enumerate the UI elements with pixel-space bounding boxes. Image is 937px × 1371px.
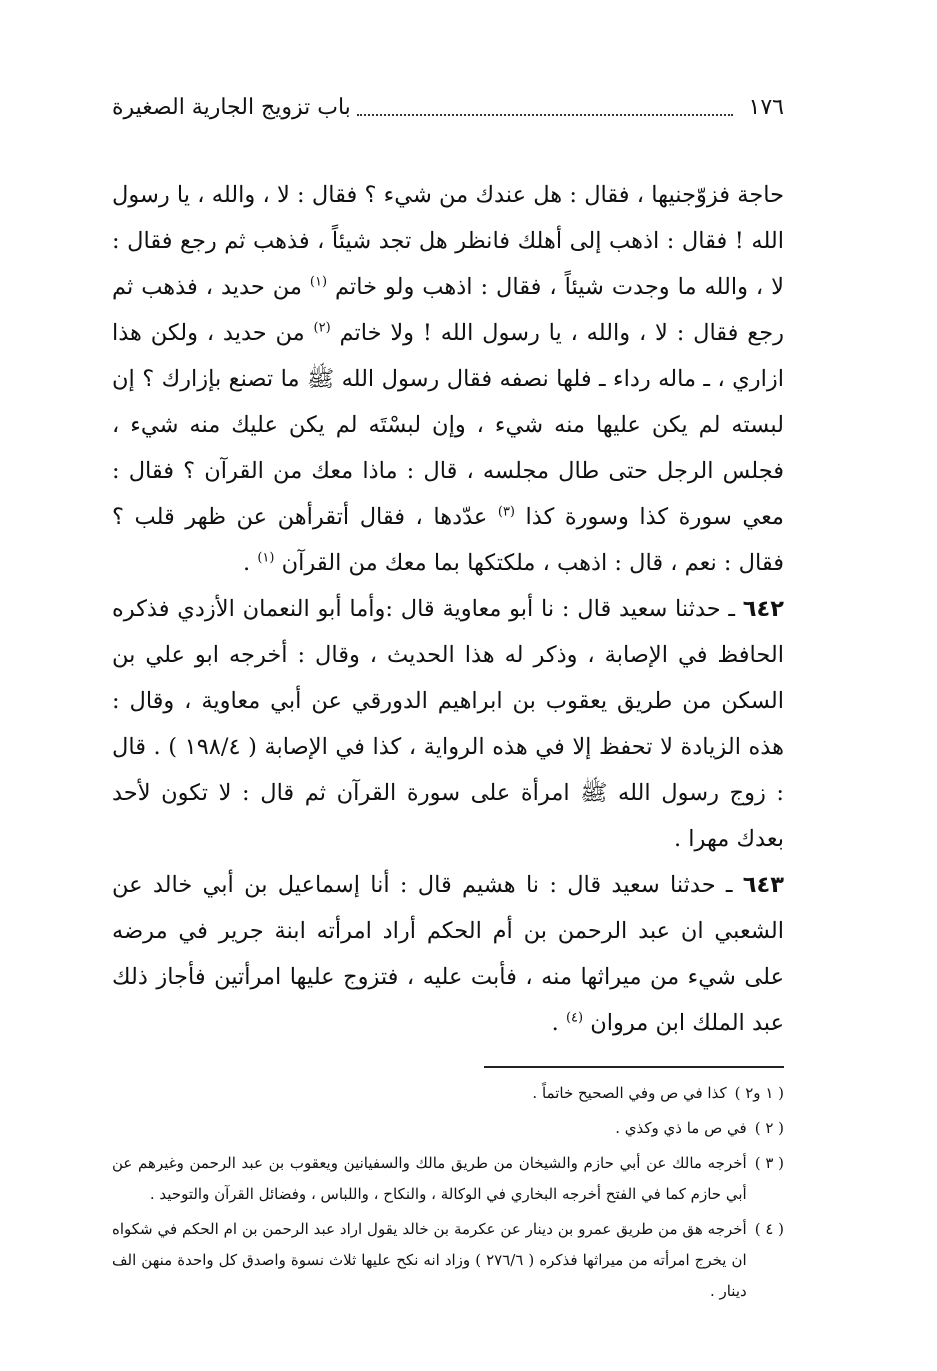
footnote: [112, 1214, 784, 1307]
hadith-text: ـ حدثنا سعيد قال : نا أبو معاوية قال :وأما أبو النعمان الأزدي فذكره الحافظ في الإصابة ، وذكر له هذا الحديث ، وقال : أخرجه ابو علي بن السكن من طريق يعقوب بن ابراهيم الدورقي عن أبي معاوية ، وقال : هذه الزيادة لا تحفظ إلا في هذه الرواية ، كذا في الإصابة ( ١٩٨/٤ ) . قال : زوج رسول الله ﷺ امرأة على سورة القرآن ثم قال : لا تكون لأحد بعدك مهرا .: [112, 596, 784, 852]
text-segment: .: [243, 550, 251, 576]
page-number: ١٧٦: [748, 95, 784, 120]
footnote-text: كذا في ص وفي الصحيح خاتماً .: [532, 1084, 727, 1102]
hadith-number: ٦٤٢: [742, 596, 784, 622]
hadith-642: [112, 586, 784, 862]
chapter-title: باب تزويج الجارية الصغيرة: [112, 95, 351, 120]
footnote-text: في ص ما ذي وكذي .: [615, 1119, 747, 1137]
footnote-ref: (٣): [497, 504, 515, 520]
text-segment: من حديد ، فذهب ثم رجع فقال : لا ، والله ، يا رسول الله ! ولا خاتم: [112, 274, 785, 346]
text-segment: .: [551, 1010, 559, 1036]
footnotes: [112, 1078, 784, 1307]
footnote-mark: ( ٢ ): [754, 1119, 784, 1137]
footnote-text: أخرجه مالك عن أبي حازم والشيخان من طريق مالك والسفيانين ويعقوب بن عبد الرحمن وغيرهم عن أبي حازم كما في الفتح أخرجه البخاري في الوكالة ، والنكاح ، واللباس ، وفضائل القرآن والتوحيد .: [112, 1154, 747, 1203]
hadith-643: [112, 862, 784, 1046]
footnote-ref: (١): [309, 274, 328, 290]
footnote: [112, 1078, 784, 1109]
footnote: [112, 1148, 784, 1210]
footnote-ref: (١): [257, 550, 275, 566]
footnote-mark: ( ١ و٢ ): [734, 1084, 784, 1102]
header-dot-leader: [357, 113, 733, 116]
paragraph-continuation: [112, 172, 784, 586]
footnote: [112, 1113, 784, 1144]
hadith-number: ٦٤٣: [742, 872, 784, 898]
text-segment: من حديد ، ولكن هذا ازاري ، ـ ماله رداء ـ فلها نصفه فقال رسول الله ﷺ ما تصنع بإزارك ؟ إن لبسته لم يكن عليها منه شيء ، وإن لبسْتَه لم يكن عليك منه شيء ، فجلس الرجل حتى طال مجلسه ، قال : ماذا معك من القرآن ؟ فقال : معي سورة كذا وسورة كذا: [112, 320, 784, 530]
running-header: [112, 86, 784, 122]
footnote-ref: (٢): [313, 320, 331, 336]
footnote-text: أخرجه هق من طريق عمرو بن دينار عن عكرمة بن خالد يقول اراد عبد الرحمن بن ام الحكم في شكواه ان يخرج امرأته من ميراثها فذكره ( ٢٧٦/٦ ) وزاد انه نكح عليها ثلاث نسوة واصدق كل واحدة منهن الف دينار .: [112, 1220, 747, 1300]
text-segment: عدّدها ، فقال أتقرأهن عن ظهر قلب ؟ فقال : نعم ، قال : اذهب ، ملكتكها بما معك من القرآن: [112, 504, 784, 576]
footnote-mark: ( ٣ ): [754, 1154, 784, 1172]
footnote-divider: [484, 1066, 784, 1068]
hadith-text: ـ حدثنا سعيد قال : نا هشيم قال : أنا إسماعيل بن أبي خالد عن الشعبي ان عبد الرحمن بن أم الحكم أراد امرأته ابنة جرير في مرضه على شيء من ميراثها منه ، فأبت عليه ، فتزوج عليها امرأتين فأجاز ذلك عبد الملك ابن مروان: [112, 872, 784, 1036]
footnote-ref: (٤): [565, 1010, 584, 1026]
footnote-mark: ( ٤ ): [754, 1220, 784, 1238]
book-page: [112, 86, 784, 1346]
main-text: [112, 172, 784, 1046]
text-segment: حاجة فزوّجنيها ، فقال : هل عندك من شيء ؟ فقال : لا ، والله ، يا رسول الله ! فقال : اذهب إلى أهلك فانظر هل تجد شيئاً ، فذهب ثم رجع فقال : لا ، والله ما وجدت شيئاً ، فقال : اذهب ولو خاتم: [112, 182, 784, 300]
